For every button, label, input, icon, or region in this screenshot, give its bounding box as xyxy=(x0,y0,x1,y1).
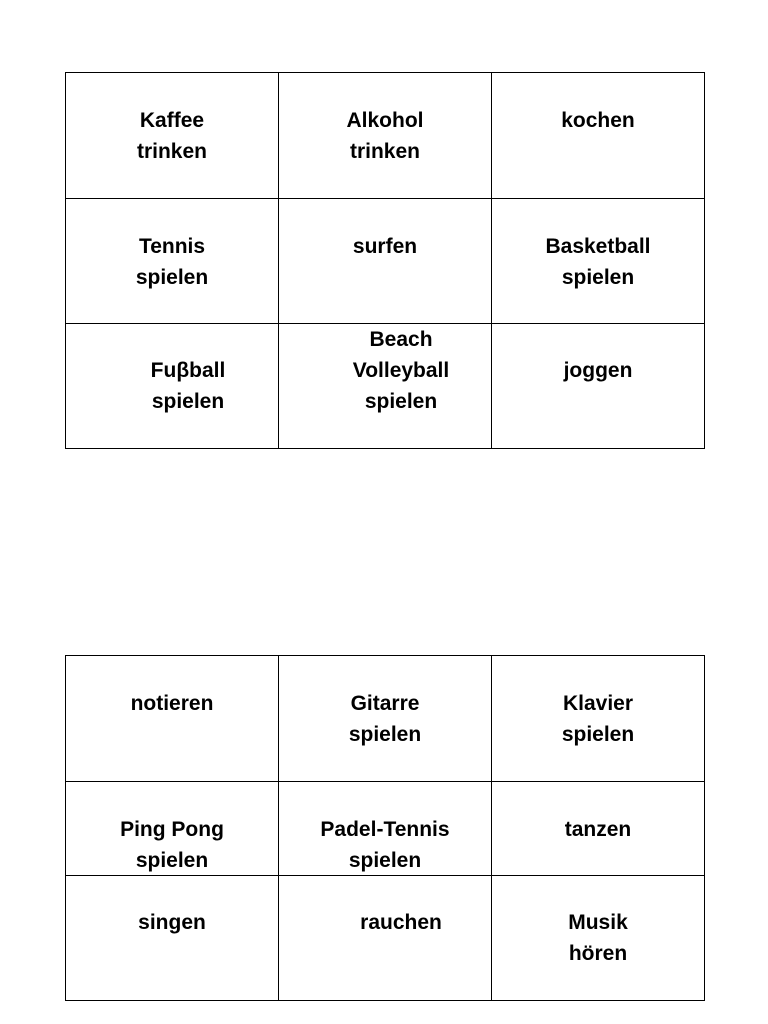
card-kaffee-trinken xyxy=(66,73,279,199)
card-text xyxy=(66,105,278,167)
card-ping-pong-spielen xyxy=(66,782,279,876)
card-line: hören xyxy=(568,942,628,965)
card-rauchen xyxy=(279,876,492,1001)
vocabulary-card-grid-1 xyxy=(65,72,705,449)
card-line: spielen xyxy=(151,390,225,413)
card-line: Musik xyxy=(568,911,628,934)
card-line: Basketball xyxy=(545,235,651,258)
card-text xyxy=(311,907,491,938)
card-kochen xyxy=(492,73,705,199)
card-text xyxy=(279,105,491,167)
card-line: rauchen xyxy=(360,911,442,934)
card-line: trinken xyxy=(349,140,420,163)
card-line: Padel-Tennis xyxy=(320,818,450,841)
card-padel-tennis-spielen xyxy=(279,782,492,876)
grid-row xyxy=(66,73,705,199)
grid-row xyxy=(66,199,705,324)
grid-row xyxy=(66,656,705,782)
card-text xyxy=(66,907,278,938)
card-text xyxy=(66,231,278,293)
card-text xyxy=(311,324,491,417)
card-line: trinken xyxy=(136,140,207,163)
card-line: spielen xyxy=(135,849,209,872)
card-text xyxy=(279,814,491,876)
card-text xyxy=(492,355,704,386)
card-tanzen xyxy=(492,782,705,876)
card-line: singen xyxy=(138,911,206,934)
card-line: Beach xyxy=(369,328,433,351)
card-singen xyxy=(66,876,279,1001)
card-notieren xyxy=(66,656,279,782)
card-line: spielen xyxy=(348,723,422,746)
card-klavier-spielen xyxy=(492,656,705,782)
card-text xyxy=(492,907,704,969)
card-text xyxy=(279,688,491,750)
card-line: Kaffee xyxy=(139,109,205,132)
card-tennis-spielen xyxy=(66,199,279,324)
card-line: spielen xyxy=(561,266,635,289)
card-alkohol-trinken xyxy=(279,73,492,199)
card-text xyxy=(492,231,704,293)
card-line: spielen xyxy=(135,266,209,289)
vocabulary-card-grid-2 xyxy=(65,655,705,1001)
card-line: notieren xyxy=(130,692,214,715)
card-joggen xyxy=(492,324,705,449)
card-gitarre-spielen xyxy=(279,656,492,782)
card-line: kochen xyxy=(561,109,635,132)
card-line: Klavier xyxy=(562,692,634,715)
card-fussball-spielen xyxy=(66,324,279,449)
card-line: Gitarre xyxy=(350,692,420,715)
card-text xyxy=(98,355,278,417)
card-line: surfen xyxy=(352,235,418,258)
card-text xyxy=(279,231,491,262)
card-line: joggen xyxy=(563,359,633,382)
card-line: Alkohol xyxy=(346,109,424,132)
card-text xyxy=(66,688,278,719)
card-text xyxy=(66,814,278,876)
grid-row xyxy=(66,782,705,876)
card-line: spielen xyxy=(364,390,438,413)
card-musik-hoeren xyxy=(492,876,705,1001)
card-surfen xyxy=(279,199,492,324)
card-beach-volleyball-spielen xyxy=(279,324,492,449)
grid-row xyxy=(66,324,705,449)
card-text xyxy=(492,688,704,750)
card-line: Fuβball xyxy=(150,359,226,382)
card-line: Ping Pong xyxy=(120,818,224,841)
card-line: spielen xyxy=(561,723,635,746)
card-text xyxy=(492,814,704,845)
grid-row xyxy=(66,876,705,1001)
card-line: Volleyball xyxy=(352,359,450,382)
card-line: Tennis xyxy=(138,235,206,258)
card-line: tanzen xyxy=(564,818,632,841)
card-line: spielen xyxy=(348,849,422,872)
card-text xyxy=(492,105,704,136)
card-basketball-spielen xyxy=(492,199,705,324)
